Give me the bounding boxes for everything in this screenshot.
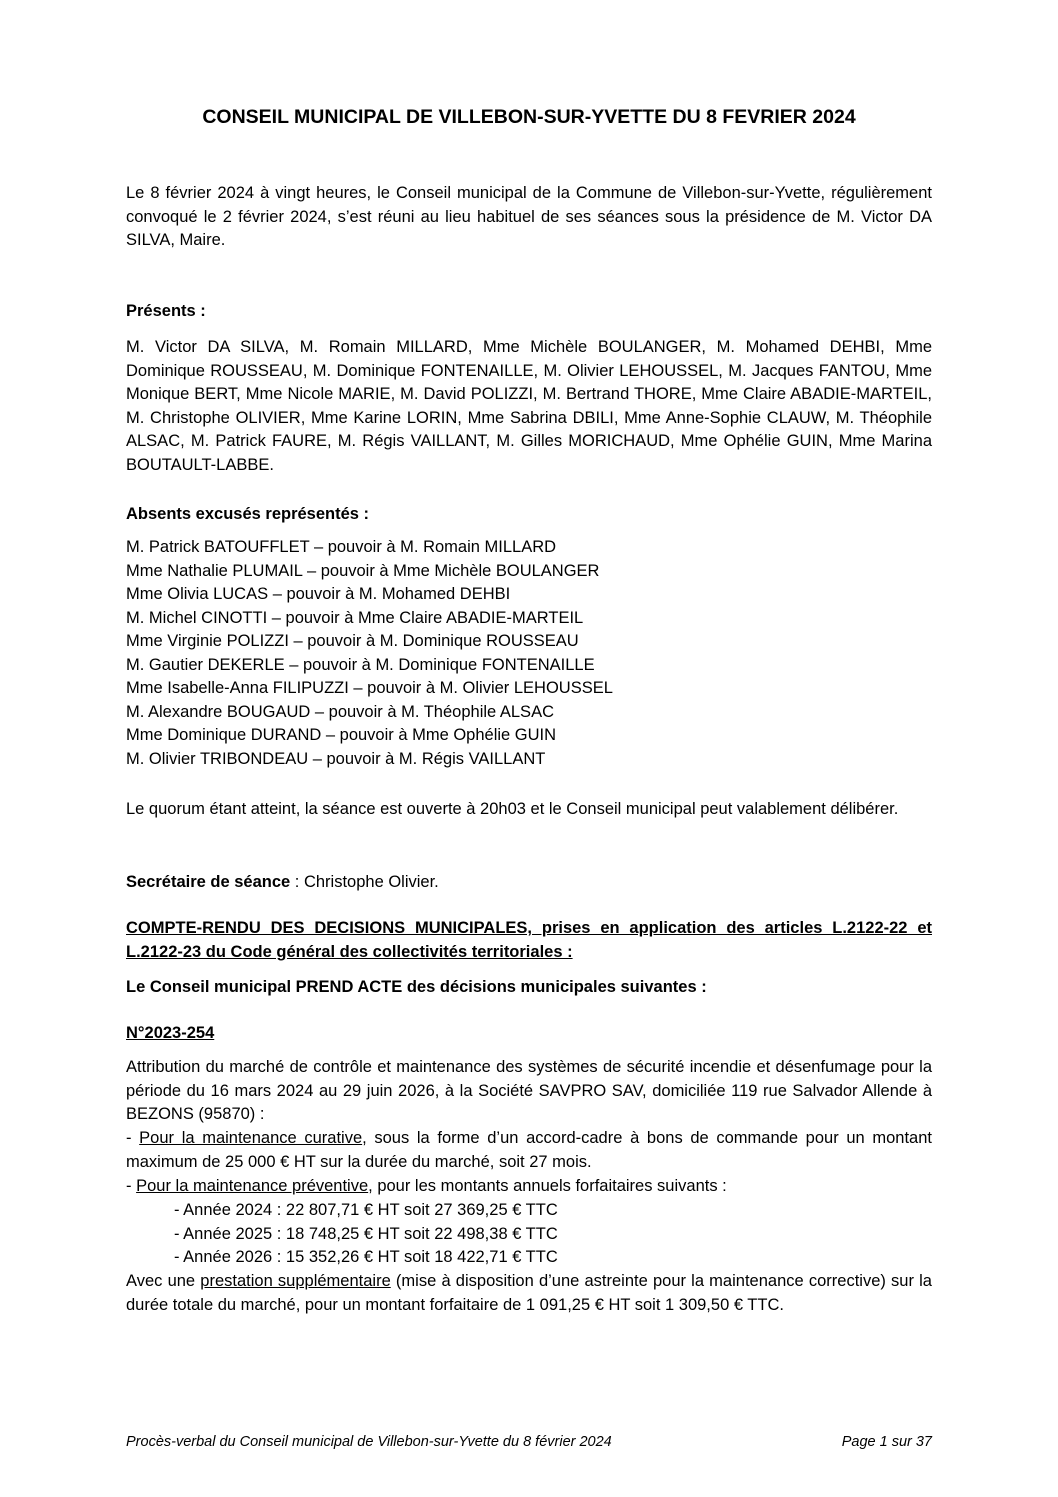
preventive-years (126, 1199, 932, 1270)
preventive-text: , pour les montants annuels forfaitaires suivants : (368, 1177, 727, 1195)
secretaire-line (126, 871, 932, 895)
absents-heading: Absents excusés représentés : (126, 505, 370, 523)
absent-item: Mme Dominique DURAND – pouvoir à Mme Ophélie GUIN (126, 726, 557, 744)
prend-acte-line: Le Conseil municipal PREND ACTE des décisions municipales suivantes : (126, 978, 707, 996)
absent-item: Mme Virginie POLIZZI – pouvoir à M. Dominique ROUSSEAU (126, 632, 579, 650)
secretaire-label: Secrétaire de séance (126, 873, 291, 891)
curative-paragraph (126, 1127, 932, 1174)
supp-prefix: Avec une (126, 1272, 201, 1290)
presents-list: M. Victor DA SILVA, M. Romain MILLARD, Mme Michèle BOULANGER, M. Mohamed DEHBI, Mme Dominique ROUSSEAU, M. Dominique FONTENAILLE, M. Olivier LEHOUSSEL, M. Jacques FANTOU, Mme Monique BERT, Mme Nicole MARIE, M. David POLIZZI, M. Bertrand THORE, Mme Claire ABADIE-MARTEIL, M. Christophe OLIVIER, Mme Karine LORIN, Mme Sabrina DBILI, Mme Anne-Sophie CLAUW, M. Théophile ALSAC, M. Patrick FAURE, M. Régis VAILLANT, M. Gilles MORICHAUD, Mme Ophélie GUIN, Mme Marina BOUTAULT-LABBE. (126, 338, 932, 474)
page-title: CONSEIL MUNICIPAL DE VILLEBON-SUR-YVETTE DU 8 FEVRIER 2024 (202, 106, 856, 128)
secretaire-value: : Christophe Olivier. (290, 873, 439, 891)
absent-item: M. Gautier DEKERLE – pouvoir à M. Dominique FONTENAILLE (126, 655, 595, 674)
curative-prefix: - (126, 1129, 140, 1147)
decision-number: N°2023-254 (126, 1024, 215, 1042)
absent-item: Mme Isabelle-Anna FILIPUZZI – pouvoir à M. Olivier LEHOUSSEL (126, 679, 613, 697)
supp-text: (mise à disposition d’une astreinte pour la maintenance corrective) sur la durée totale du marché, pour un montant forfaitaire de 1 091,25 € HT soit 1 309,50 € TTC. (126, 1272, 932, 1314)
year-amount: - Année 2026 : 15 352,26 € HT soit 18 422,71 € TTC (174, 1248, 558, 1266)
curative-label: Pour la maintenance curative (139, 1129, 363, 1147)
preventive-prefix: - (126, 1177, 137, 1195)
absent-item: M. Patrick BATOUFFLET – pouvoir à M. Romain MILLARD (126, 538, 557, 556)
absent-item: M. Michel CINOTTI – pouvoir à Mme Claire ABADIE-MARTEIL (126, 608, 584, 627)
footer-title: Procès-verbal du Conseil municipal de Villebon-sur-Yvette du 8 février 2024 (126, 1434, 612, 1450)
preventive-label: Pour la maintenance préventive (136, 1177, 369, 1195)
curative-text: , sous la forme d’un accord-cadre à bons de commande pour un montant maximum de 25 000 € HT sur la durée du marché, soit 27 mois. (126, 1129, 932, 1171)
absent-item: Mme Nathalie PLUMAIL – pouvoir à Mme Michèle BOULANGER (126, 561, 600, 580)
intro-paragraph: Le 8 février 2024 à vingt heures, le Conseil municipal de la Commune de Villebon-sur-Yvette, régulièrement convoqué le 2 février 2024, s’est réuni au lieu habituel de ses séances sous la présidence de M. Victor DA SILVA, Maire. (126, 184, 932, 249)
supplementary-paragraph (126, 1270, 932, 1317)
supp-label: prestation supplémentaire (200, 1272, 391, 1290)
decision-description: Attribution du marché de contrôle et maintenance des systèmes de sécurité incendie et désenfumage pour la période du 16 mars 2024 au 29 juin 2026, à la Société SAVPRO SAV, domiciliée 119 rue Salvador Allende à BEZONS (95870) : (126, 1058, 932, 1123)
absent-item: M. Olivier TRIBONDEAU – pouvoir à M. Régis VAILLANT (126, 749, 546, 768)
preventive-paragraph (126, 1175, 932, 1199)
absent-item: M. Alexandre BOUGAUD – pouvoir à M. Théophile ALSAC (126, 702, 554, 721)
compte-rendu-subtitle: prises en application des articles L.2122-22 et L.2122-23 du Code général des collectivités territoriales : (126, 919, 932, 961)
year-amount: - Année 2025 : 18 748,25 € HT soit 22 498,38 € TTC (174, 1224, 558, 1243)
compte-rendu-heading (126, 917, 932, 964)
year-amount: - Année 2024 : 22 807,71 € HT soit 27 369,25 € TTC (174, 1201, 558, 1219)
absent-item: Mme Olivia LUCAS – pouvoir à M. Mohamed DEHBI (126, 585, 511, 603)
compte-rendu-title: COMPTE-RENDU DES DECISIONS MUNICIPALES, (126, 919, 533, 937)
page-number: Page 1 sur 37 (841, 1434, 932, 1450)
absents-list (126, 536, 932, 771)
presents-heading: Présents : (126, 302, 206, 320)
quorum-paragraph: Le quorum étant atteint, la séance est ouverte à 20h03 et le Conseil municipal peut valablement délibérer. (126, 800, 899, 818)
